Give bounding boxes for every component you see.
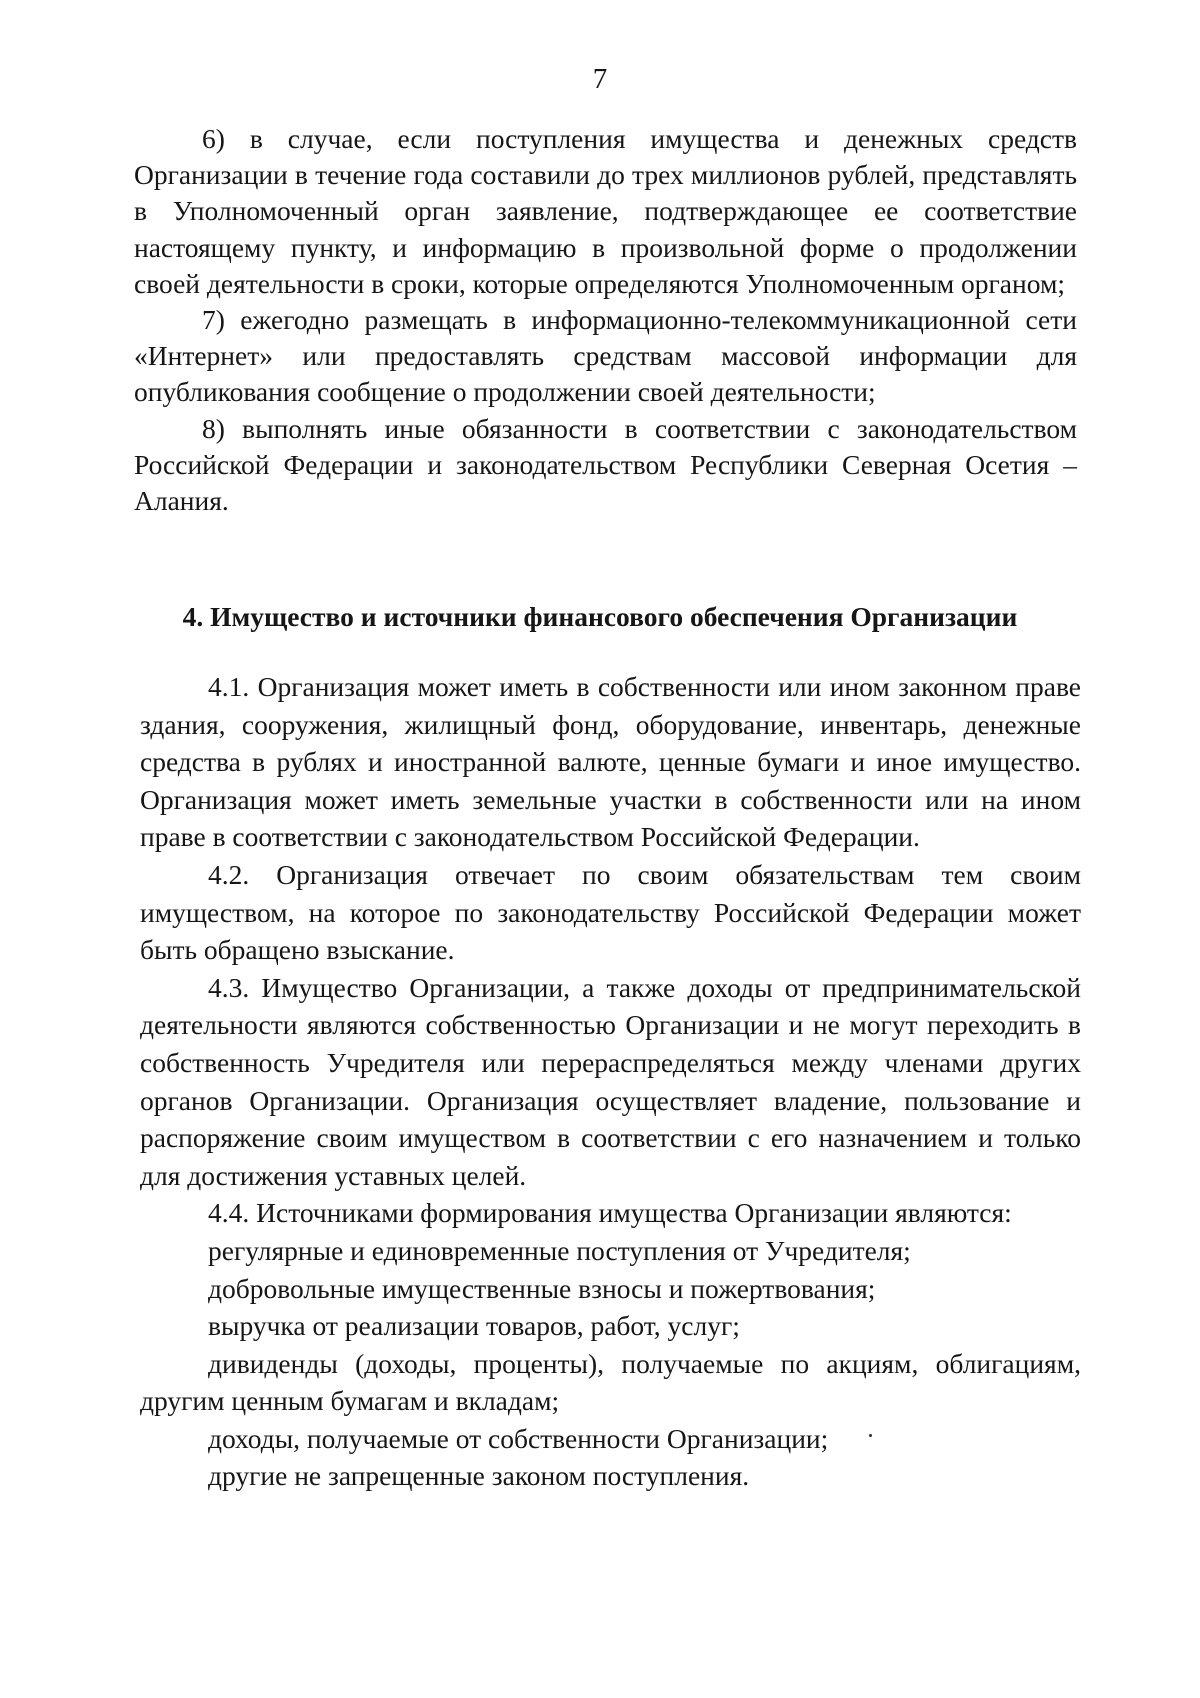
clause-4-1: 4.1. Организация может иметь в собственности или ином законном праве здания, сооружения, жилищный фонд, оборудование, инвентарь, денежные средства в рублях и иностранной валюте, ценные бумаги и иное имущество. Организация может иметь земельные участки в собственности или на ином праве в соответствии с законодательством Российской Федерации.: [140, 671, 1081, 853]
duty-item-6: 6) в случае, если поступления имущества и денежных средств Организации в течение года составили до трех миллионов рублей, представлять в Уполномоченный орган заявление, подтверждающее ее соответствие настоящему пункту, и информацию в произвольной форме о продолжении своей деятельности в сроки, которые определяются Уполномоченным органом;: [134, 123, 1077, 299]
duty-item-7: 7) ежегодно размещать в информационно-телекоммуникационной сети «Интернет» или предоставлять средствам массовой информации для опубликования сообщение о продолжении своей деятельности;: [134, 304, 1077, 408]
clause-4-4: 4.4. Источниками формирования имущества Организации являются:: [208, 1197, 1012, 1229]
page-number: 7: [592, 63, 608, 95]
section-heading: 4. Имущество и источники финансового обеспечения Организации: [182, 601, 1018, 632]
duty-item-8: 8) выполнять иные обязанности в соответствии с законодательством Российской Федерации и законодательством Республики Северная Осетия – Алания.: [134, 412, 1077, 517]
source-item: выручка от реализации товаров, работ, услуг;: [208, 1310, 740, 1342]
duties-list: [134, 121, 1077, 519]
source-item: другие не запрещенные законом поступления.: [208, 1460, 750, 1492]
source-item: добровольные имущественные взносы и пожертвования;: [208, 1272, 876, 1304]
source-item: дивиденды (доходы, проценты), получаемые по акциям, облигациям, другим ценным бумагам и вкладам;: [140, 1347, 1081, 1417]
clause-4-2: 4.2. Организация отвечает по своим обязательствам тем своим имуществом, на которое по законодательству Российской Федерации может быть обращено взыскание.: [140, 858, 1081, 966]
scan-speck: [869, 1434, 872, 1437]
source-item: регулярные и единовременные поступления от Учредителя;: [208, 1234, 911, 1266]
source-item: доходы, получаемые от собственности Организации;: [208, 1422, 829, 1454]
section-body: [140, 668, 1081, 1495]
clause-4-3: 4.3. Имущество Организации, а также доходы от предпринимательской деятельности являются собственностью Организации и не могут переходить в собственность Учредителя или перераспределяться между членами других органов Организации. Организация осуществляет владение, пользование и распоряжение своим имуществом в соответствии с его назначением и только для достижения уставных целей.: [140, 971, 1081, 1191]
